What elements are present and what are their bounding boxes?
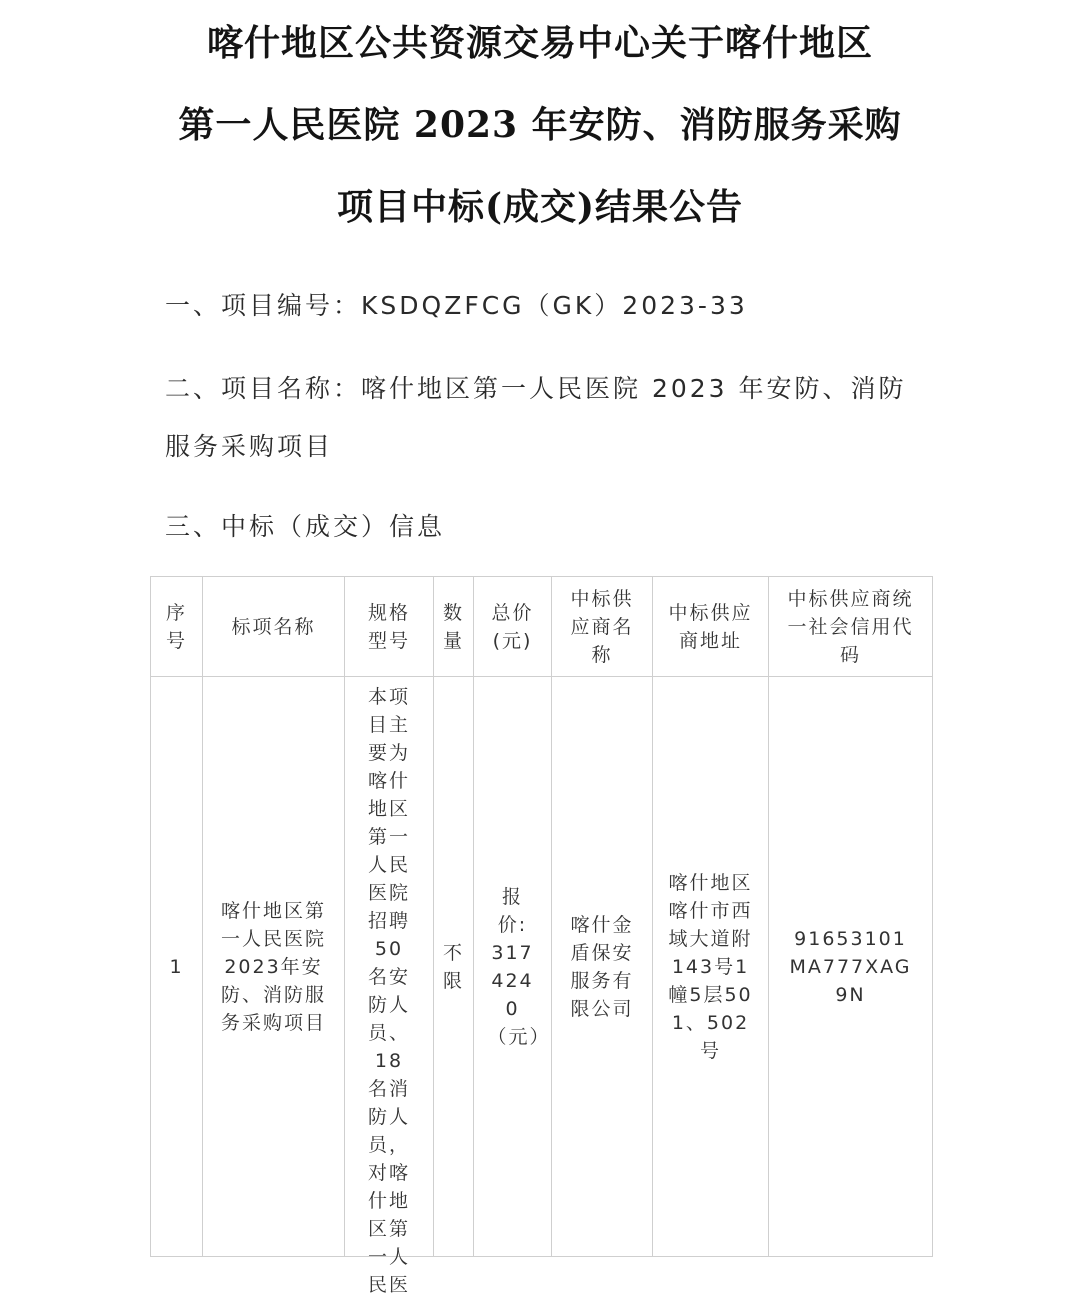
project-name-line-2: 服务采购项目 [165, 432, 334, 461]
cell-spec: 本项目主要为喀什地区第一人民医院招聘50名安防人员、18名消防人员，对喀什地区第一人民医 [345, 677, 434, 1257]
table-row [151, 677, 933, 1257]
cell-credit-code: 91653101MA777XAG9N [769, 677, 933, 1257]
header-spec: 规格型号 [345, 577, 434, 677]
cell-address: 喀什地区喀什市西域大道附143号1幢5层501、502号 [653, 677, 769, 1257]
header-address: 中标供应商地址 [653, 577, 769, 677]
header-supplier: 中标供应商名称 [552, 577, 653, 677]
cell-lot-name: 喀什地区第一人民医院2023年安防、消防服务采购项目 [203, 677, 345, 1257]
title-line-2: 第一人民医院 2023 年安防、消防服务采购 [178, 104, 902, 146]
notice-title [0, 2, 1080, 248]
title-line-1: 喀什地区公共资源交易中心关于喀什地区 [206, 22, 873, 64]
title-line-3: 项目中标(成交)结果公告 [336, 186, 744, 228]
header-seq: 序号 [151, 577, 203, 677]
table-header-row [151, 577, 933, 677]
project-number: 一、项目编号：KSDQZFCG（GK）2023-33 [165, 291, 748, 320]
award-result-table [150, 576, 933, 1296]
award-info-heading: 三、中标（成交）信息 [165, 512, 446, 541]
header-lot-name: 标项名称 [203, 577, 345, 677]
header-qty: 数量 [434, 577, 474, 677]
cell-seq: 1 [151, 677, 203, 1257]
cell-qty: 不限 [434, 677, 474, 1257]
project-name-line-1: 二、项目名称：喀什地区第一人民医院 2023 年安防、消防 [165, 374, 907, 403]
cell-supplier: 喀什金盾保安服务有限公司 [552, 677, 653, 1257]
header-total: 总价(元) [474, 577, 552, 677]
header-credit-code: 中标供应商统一社会信用代码 [769, 577, 933, 677]
project-name [165, 360, 925, 476]
cell-total: 报价: 3174240（元） [474, 677, 552, 1257]
